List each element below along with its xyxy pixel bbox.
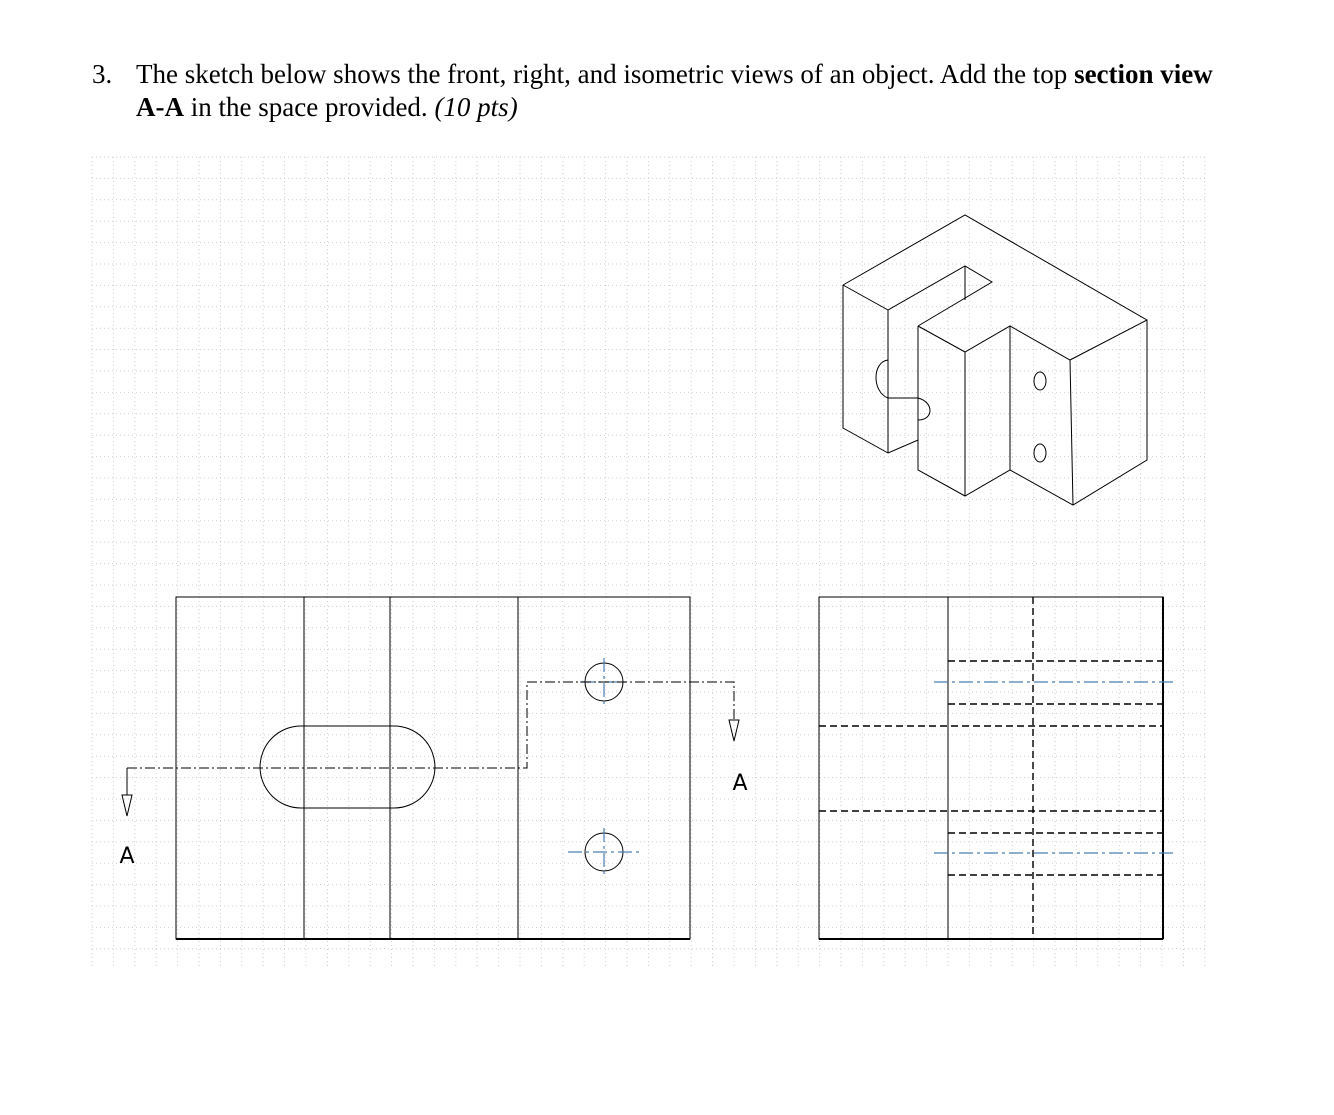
- right-side-view: [819, 597, 1177, 939]
- question-bold-section-view: section view: [1074, 59, 1213, 89]
- iso-outline: [843, 215, 1147, 505]
- front-view: [119, 597, 747, 939]
- iso-hole-upper: [1034, 372, 1046, 390]
- grid-paper: [92, 157, 1205, 968]
- cutting-plane-label-right: A: [732, 771, 748, 796]
- iso-tongue-top: [918, 320, 1147, 360]
- iso-back-left-face: [843, 285, 888, 453]
- iso-hole-lower: [1034, 444, 1046, 462]
- question-text-after: in the space provided.: [184, 92, 435, 122]
- question-text-part: The sketch below shows the front, right, and isometric views of an object. Add the top: [136, 59, 1075, 89]
- question-bold-aa: A-A: [136, 92, 184, 122]
- iso-right-front-edge: [1070, 360, 1073, 505]
- cutting-plane-arrow-left: [122, 795, 132, 816]
- question-number: 3.: [92, 59, 113, 89]
- isometric-view: [843, 215, 1147, 505]
- cutting-plane-label-left: A: [119, 844, 135, 869]
- front-oblong-slot: [260, 726, 435, 808]
- question-points: (10 pts): [434, 92, 518, 122]
- cutting-plane-line: [127, 682, 734, 768]
- iso-slot-top: [888, 266, 992, 326]
- right-outline: [819, 597, 1163, 939]
